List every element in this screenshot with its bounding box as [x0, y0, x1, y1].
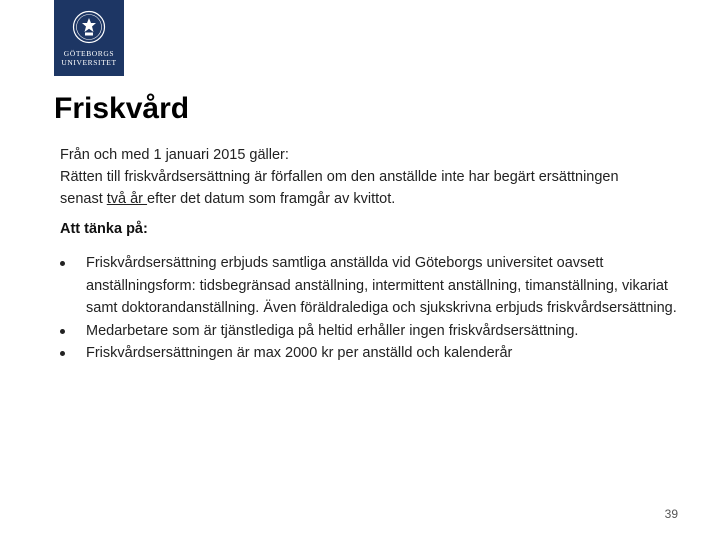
intro-line-3-start: senast: [60, 191, 107, 207]
university-seal-icon: [72, 10, 106, 44]
intro-line-3: [60, 188, 700, 210]
list-item: [60, 320, 680, 343]
bullet-text: Friskvårdsersättningen är max 2000 kr per anställd och kalenderår: [86, 345, 513, 361]
bullet-text: Medarbetare som är tjänstlediga på heltid erhåller ingen friskvårdsersättning.: [86, 322, 579, 339]
underlined-deadline: två år: [106, 191, 148, 207]
bullet-icon: [60, 351, 65, 356]
subheading: Att tänka på:: [60, 221, 148, 237]
bullet-list: [60, 252, 680, 365]
logo-line-1: GÖTEBORGS: [63, 49, 115, 58]
page-number: 39: [664, 507, 678, 521]
intro-line-3-end: efter det datum som framgår av kvittot.: [147, 191, 396, 207]
bullet-icon: [60, 329, 65, 334]
list-item: [60, 342, 680, 365]
intro-paragraph: [60, 144, 700, 210]
university-logo: [54, 0, 124, 76]
slide-title: Friskvård: [54, 92, 190, 125]
bullet-icon: [60, 261, 65, 266]
list-item: [60, 252, 680, 320]
intro-line-1: Från och med 1 januari 2015 gäller:: [60, 147, 289, 163]
bullet-text: Friskvårdsersättning erbjuds samtliga anställda vid Göteborgs universitet oavsett anställningsform: tidsbegränsad anställning, intermittent anställning, timanställning, vikariat samt doktorandanställning. Även föräldralediga och sjukskrivna erbjuds friskvårdsersättning.: [86, 255, 677, 316]
logo-line-2: UNIVERSITET: [61, 58, 117, 67]
intro-line-2: Rätten till friskvårdsersättning är förfallen om den anställde inte har begärt ersättningen: [60, 169, 619, 185]
